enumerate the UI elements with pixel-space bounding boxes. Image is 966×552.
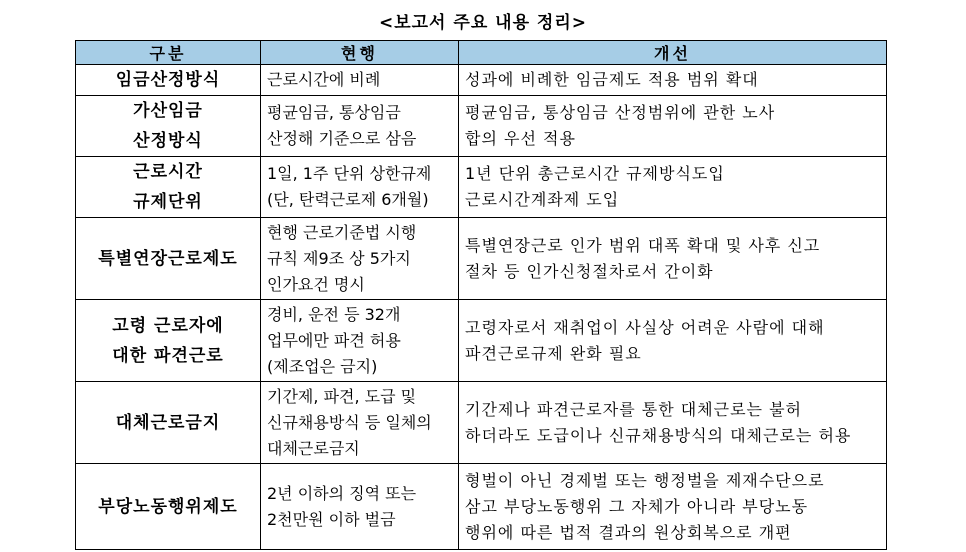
current-line: 2천만원 이하 벌금	[267, 509, 396, 529]
current-line: 현행 근로기준법 시행	[267, 222, 417, 242]
row-improvement	[459, 218, 887, 300]
category-line: 가산임금	[133, 101, 203, 121]
table-row	[76, 218, 887, 300]
header-improvement: 개선	[459, 41, 887, 65]
category-line: 대체근로금지	[115, 412, 221, 433]
report-title: <보고서 주요 내용 정리>	[378, 13, 588, 33]
row-category	[76, 96, 261, 157]
current-line: 2년 이하의 징역 또는	[267, 483, 417, 503]
row-category	[76, 300, 261, 382]
category-line: 임금산정방식	[115, 70, 221, 90]
current-line: 1일, 1주 단위 상한규제	[267, 164, 432, 183]
current-line: 산정해 기준으로 삼음	[267, 129, 417, 148]
improvement-line: 평균임금, 통상임금 산정범위에 관한 노사	[465, 103, 776, 122]
table-row	[76, 65, 887, 96]
report-summary-table	[75, 40, 887, 550]
current-line: 인가요건 명시	[267, 274, 365, 294]
row-category	[76, 464, 261, 550]
category-line: 대한 파견근로	[112, 345, 224, 366]
current-line: 규칙 제9조 상 5가지	[267, 248, 411, 268]
current-line: 기간제, 파견, 도급 및	[267, 386, 417, 406]
row-improvement	[459, 464, 887, 550]
category-line: 규제단위	[133, 192, 203, 212]
current-line: 신규채용방식 등 일체의	[267, 412, 432, 432]
row-category	[76, 157, 261, 218]
improvement-line: 삼고 부당노동행위 그 자체가 아니라 부당노동	[465, 496, 809, 516]
improvement-line: 근로시간계좌제 도입	[465, 190, 620, 209]
table-row	[76, 382, 887, 464]
improvement-line: 고령자로서 재취업이 사실상 어려운 사람에 대해	[465, 317, 825, 337]
category-line: 부당노동행위제도	[98, 496, 238, 517]
row-improvement	[459, 382, 887, 464]
current-line: 업무에만 파견 허용	[267, 330, 401, 350]
row-current	[261, 157, 459, 218]
row-category	[76, 65, 261, 96]
category-line: 고령 근로자에	[112, 315, 224, 336]
category-line: 근로시간	[133, 162, 203, 182]
table-row	[76, 464, 887, 550]
header-category: 구분	[76, 41, 261, 65]
category-line: 산정방식	[133, 131, 203, 151]
row-improvement	[459, 96, 887, 157]
row-current	[261, 218, 459, 300]
improvement-line: 특별연장근로 인가 범위 대폭 확대 및 사후 신고	[465, 235, 821, 255]
table-row	[76, 157, 887, 218]
row-current	[261, 96, 459, 157]
row-improvement	[459, 157, 887, 218]
category-line: 특별연장근로제도	[98, 248, 238, 269]
row-improvement	[459, 65, 887, 96]
row-category	[76, 218, 261, 300]
improvement-line: 파견근로규제 완화 필요	[465, 343, 642, 363]
current-line: (제조업은 금지)	[267, 356, 378, 376]
current-line: 대체근로금지	[267, 438, 360, 458]
current-line: 평균임금, 통상임금	[267, 103, 401, 122]
row-current	[261, 382, 459, 464]
row-category	[76, 382, 261, 464]
improvement-line: 행위에 따른 법적 결과의 원상회복으로 개편	[465, 522, 792, 542]
table-row	[76, 300, 887, 382]
row-current	[261, 65, 459, 96]
table-row	[76, 96, 887, 157]
row-current	[261, 464, 459, 550]
improvement-line: 하더라도 도급이나 신규채용방식의 대체근로는 허용	[465, 425, 852, 445]
improvement-line: 절차 등 인가신청절차로서 간이화	[465, 261, 714, 281]
current-line: (단, 탄력근로제 6개월)	[267, 190, 429, 209]
improvement-line: 1년 단위 총근로시간 규제방식도입	[465, 164, 725, 183]
row-improvement	[459, 300, 887, 382]
table-header-row	[76, 41, 887, 65]
header-current: 현행	[261, 41, 459, 65]
improvement-line: 합의 우선 적용	[465, 129, 576, 148]
current-line: 경비, 운전 등 32개	[267, 304, 401, 324]
improvement-line: 기간제나 파견근로자를 통한 대체근로는 불허	[465, 399, 803, 419]
improvement-line: 성과에 비례한 임금제도 적용 범위 확대	[465, 70, 759, 89]
current-line: 근로시간에 비례	[267, 70, 381, 89]
improvement-line: 형벌이 아닌 경제벌 또는 행정벌을 제재수단으로	[465, 470, 825, 490]
row-current	[261, 300, 459, 382]
